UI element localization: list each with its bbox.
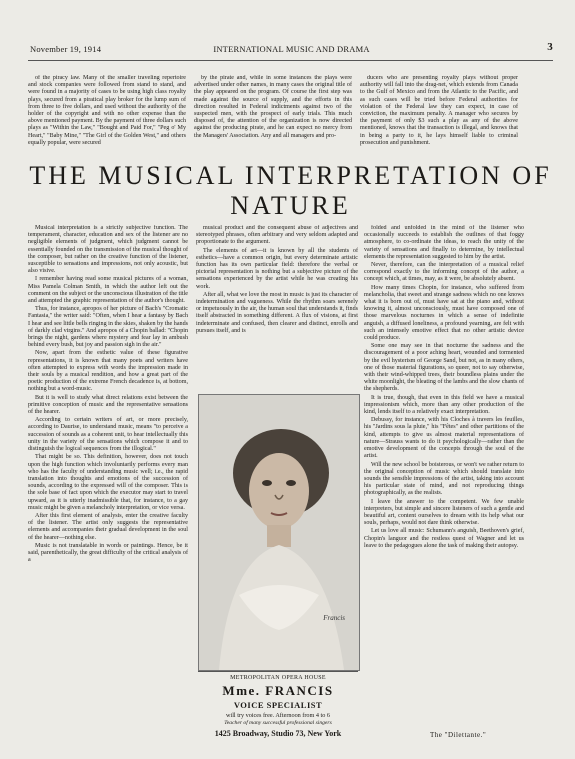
paragraph: After this first element of analysis, enter the creative faculty of the listener. The artist only suggests the representative elements and accompanies their gradual development in the soul of the hearer—nothing else. xyxy=(28,512,188,541)
article-column-2 xyxy=(196,225,358,392)
paragraph: After all, what we love the most in music is just its character of indetermination and vagueness. While the rhythm soars serenely or impetuously in the air, the human soul that understands it, finds itself abstracted in something different. A flux of visions, at first indeterminate and confused, then clearer and distinct, enrolls and pursues itself, and is xyxy=(196,291,358,334)
paragraph: Now, apart from the esthetic value of these figurative representations, it is known that many poets and writers have often attempted to express with words the impression made in their souls by a musical rendition, and how a great part of the poetic production of the extreme French decadence is, at bottom, nothing but a word-music. xyxy=(28,350,188,393)
paragraph: Thus, for instance, apropos of her picture of Bach's "Cromatic Fantasia," the writer said: "Often, when I hear a fantasy by Bach I hear and see little bells ringing in the skies, shaken by the hands of darkly clad virgins." And apropos of a Chopin ballad: "Chopin brings the night, gardens where mystery and fear lay in ambush behind every bush, but joy and passion sigh in the air." xyxy=(28,306,188,349)
paragraph: I leave the answer to the competent. We few unable interpreters, but simple and sincere listeners of such a gentle and beautiful art, content ourselves to dream with its help what our souls, perhaps, would not dare think otherwise. xyxy=(364,498,524,527)
paragraph: Musical interpretation is a strictly subjective function. The temperament, character, education and sex of the listener are no negligible elements of judgment, which judgment cannot be essentially founded on the transmission of the musical thought of the composer, but rather on the creative function of the listener, susceptible to sensations and impressions, not only acoustic, but also visive. xyxy=(28,225,188,275)
article-headline: THE MUSICAL INTERPRETATION OF NATURE xyxy=(29,161,552,220)
paragraph: That might be so. This definition, however, does not touch upon the high function which involuntarily performs every man who has the faculty of understanding music well; i.e., the rapid translation into thoughts and emotions of the succession of sounds, according to the expressed will of the composer. This is the sole base of fact upon which the executor may start to travel upward, as it is utterly inadmissible that, for instance, to a gay music might be given a melancholy interpretation, or vice versa. xyxy=(28,454,188,511)
paragraph: How many times Chopin, for instance, who suffered from melancholia, that sweet and strange sadness which no one knows what it is born out of, must have sat at the piano and, without knowing it, almost unconsciously, must have composed one of those marvelous nocturnes in which a sense of indefinite anguish, a diffused loneliness, a profound yearning, are felt with such an intensely emotive effect that no other artistic device could produce. xyxy=(364,284,524,342)
paragraph: by the pirate and, while in some instances the plays were advertised under other names, in many cases the original title of the play appeared on the program. Of course the first step was made against the source of supply, and the efforts in this direction resulted in Federal indictments against two of the suspected men, with the prospect of early trials. This much disposed of, the attention of the organization is now directed against the producing pirate, and he can expect no mercy from the Managers' Association. Any and all managers and pro- xyxy=(194,75,352,139)
ad-venue: METROPOLITAN OPERA HOUSE xyxy=(230,675,326,681)
voice-specialist-advertisement xyxy=(198,671,358,750)
paragraph: Will the new school be boisterous, or won't we rather return to the original conception of music which should translate into sounds the sensible impressions of the artist, taking into account his particular state of mind, and not reproducing things photographically, as the realists. xyxy=(364,461,524,497)
portrait-illustration xyxy=(199,395,359,670)
ad-profession: VOICE SPECIALIST xyxy=(233,700,323,710)
paragraph: Music is not translatable in words or paintings. Hence, be it said, parenthetically, the great difficulty of the critical analysis of a xyxy=(28,542,188,564)
ad-name: Mme. FRANCIS xyxy=(222,683,334,698)
piracy-article-column-1 xyxy=(28,75,186,163)
paragraph: It is true, though, that even in this field we have a musical impressionism which, more than any other production of the kind, lends itself to a relatively exact interpretation. xyxy=(364,394,524,416)
paragraph: But it is well to study what direct relations exist between the primitive conception of music and the representative sensations of the hearer. xyxy=(28,394,188,416)
ad-address: 1425 Broadway, Studio 73, New York xyxy=(214,729,342,738)
page-header xyxy=(30,41,553,58)
piracy-article-column-2 xyxy=(194,75,352,163)
author-signoff: The "Dilettante." xyxy=(430,731,487,739)
page-number: 3 xyxy=(547,41,553,53)
paragraph: Debussy, for instance, with his Cloches à travers les feuilles, his "Jardins sous la pluie," his "Fêtes" and other partitions of the kind, attempts to give us almost material representations of nature—Strauss wants to do it psychologically—rather than the emotive development of the concepts through the soul of the artist. xyxy=(364,417,524,460)
issue-date: November 19, 1914 xyxy=(30,44,102,54)
ad-credential: Teacher of many successful professional singers xyxy=(224,720,332,726)
article-column-1 xyxy=(28,225,188,752)
paragraph: I remember having read some musical pictures of a woman, Miss Pamela Colman Smith, in which the author left out the comment on the subject or the unconscious illustration of the title and attempted the graphic representation of the author's thought. xyxy=(28,276,188,305)
paragraph: According to certain writers of art, or more precisely, according to Daurise, to understand music, means "to perceive a succession of sounds as a coherent unit, to hear intellectually this unity in the variety of the sensations which compose it and to distinguish the logical sequences from the illogical." xyxy=(28,417,188,453)
piracy-article-column-3 xyxy=(360,75,518,163)
paragraph: ducers who are presenting royalty plays without proper authority will fall into the drag-net, which extends from Canada to the Gulf of Mexico and from the Atlantic to the Pacific, and as such cases will be tried before Federal authorities for violation of the Federal law they can expect, in case of conviction, the maximum penalty. A manager who secures by the payment of only $3 such a play as any of the above mentioned, knows that the transaction is illegal, and knows that in being a party to it, he lays himself liable to criminal prosecution and punishment. xyxy=(360,75,518,146)
paragraph: of the piracy law. Many of the smaller traveling repertoire and stock companies were followed from stand to stand, and were found in a majority of cases to be using high class royalty plays, secured from a piratical play broker for the lump sum of from three to five dollars, and used without the authority of the holder of the copyright and with no other expense than the above mentioned payment. By the payment of three dollars such plays as "Within the Law," "Bought and Paid For," "Peg o' My Heart," "Baby Mine," "The Girl of the Golden West," and others equally popular, were secured xyxy=(28,75,186,146)
paragraph: musical product and the consequent abuse of adjectives and stereotyped phrases, often arbitrary and very seldom adapted and proportionate to the argument. xyxy=(196,225,358,246)
paragraph: Never, therefore, can the interpretation of a musical relief correspond exactly to the informing concept of the author, a concept which, at times, may, as it were, be absolutely absent. xyxy=(364,262,524,283)
photographer-signature: Francis xyxy=(323,614,345,622)
publication-title: INTERNATIONAL MUSIC AND DRAMA xyxy=(213,44,370,54)
paragraph: The elements of art—it is known by all the students of esthetics—have a common origin, but every determinate artistic function has its own particular field: therefore the verbal or pictorial representation is nothing but a subjective picture of the sensations experienced by the artist while he was creating his work. xyxy=(196,247,358,290)
ad-hours: will try voices free. Afternoon from 4 to 6 xyxy=(226,712,330,719)
article-column-3 xyxy=(364,225,524,739)
portrait-photo xyxy=(198,394,360,671)
paragraph: Some one may see in that nocturne the sadness and the discouragement of a poor aching heart, wounded and tormented by the evil hysterism of George Sand, but not, as in many others, one of those material figurations, so queer, not to say otherwise, with their wind-whipped trees, their boundless plains under the white moonlight, the bleating of the lambs and the slow chants of the shepherds. xyxy=(364,343,524,393)
header-rule xyxy=(28,60,553,61)
paragraph: Let us love all music: Schumann's anguish, Beethoven's grief, Chopin's languor and the restless quest of Wagner and let us leave to the pedagogues alone the task of making their autopsy. xyxy=(364,528,524,549)
paragraph: folded and unfolded in the mind of the listener who occasionally succeeds to establish the outlines of that foggy atmosphere, to co-ordinate the ideas, to reach the unity of the variety of sensations and finally to determine, by intellectual elements the representation suggested to him by the artist. xyxy=(364,225,524,260)
